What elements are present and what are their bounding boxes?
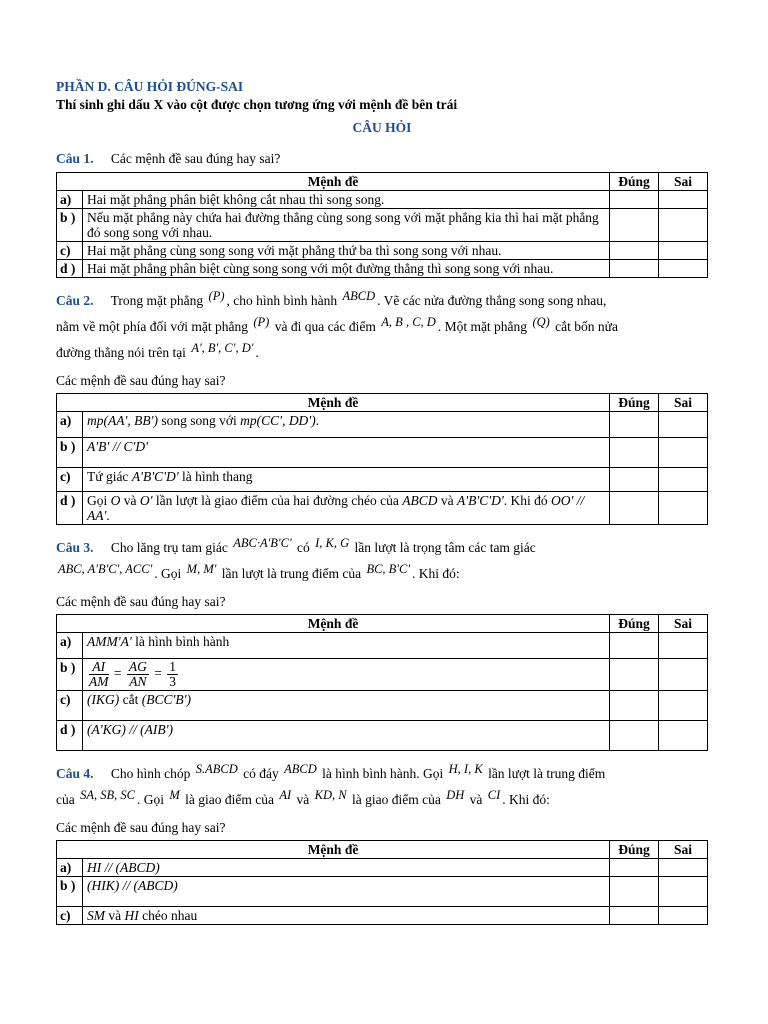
q1-table [56, 172, 708, 278]
false-cell[interactable] [659, 691, 708, 721]
false-cell[interactable] [659, 633, 708, 659]
q2-label: Câu 2. [56, 293, 94, 308]
q4-table: Mệnh đề Đúng Sai a) HI // (ABCD) b ) (HIK) // (ABCD) c) SM và HI chéo nhau [56, 840, 708, 925]
section-title: PHẦN D. CÂU HỎI ĐÚNG-SAI [56, 79, 244, 94]
true-cell[interactable] [610, 260, 659, 278]
table-row: a) AMM'A' là hình bình hành [57, 633, 708, 659]
q3-table: Mệnh đề Đúng Sai a) AMM'A' là hình bình hành b ) $\frac{AI}{AM}$ = $\frac{AG}{AN}$ = $\frac{1}{3}$ c) (IKG) cắt (BCC'B') d ) (A'KG) // (AIB') [56, 614, 708, 751]
true-cell[interactable] [610, 191, 659, 209]
fraction: $\frac{1}{3}$ [169, 659, 176, 689]
true-cell[interactable] [610, 907, 659, 925]
false-cell[interactable] [659, 412, 708, 438]
true-cell[interactable] [610, 412, 659, 438]
table-row: b ) A'B' // C'D' [57, 438, 708, 468]
table-row: a) Hai mặt phẳng phân biệt không cắt nhau thì song song. [57, 191, 708, 209]
false-cell[interactable] [659, 721, 708, 751]
q3-text: Câu 3. Cho lăng trụ tam giác ABC·A'B'C' có I, K, G lần lượt là trọng tâm các tam giác ABC, A'B'C', ACC' . Gọi M, M' lần lượt là trung điểm của BC, B'C' . Khi đó: [56, 536, 536, 581]
table-row: b ) $\frac{AI}{AM}$ = $\frac{AG}{AN}$ = $\frac{1}{3}$ [57, 659, 708, 691]
true-cell[interactable] [610, 468, 659, 492]
true-cell[interactable] [610, 659, 659, 691]
q2-subtitle: Các mệnh đề sau đúng hay sai? [56, 373, 226, 388]
false-cell[interactable] [659, 209, 708, 242]
false-cell[interactable] [659, 191, 708, 209]
false-cell[interactable] [659, 859, 708, 877]
fraction: $\frac{AG}{AN}$ [128, 659, 147, 689]
center-title: CÂU HỎI [352, 120, 412, 135]
q1-label: Câu 1. [56, 151, 94, 166]
q2-text: Câu 2. Trong mặt phẳng (P) , cho hình bình hành ABCD . Vẽ các nửa đường thẳng song song nhau, nằm về một phía đối với mặt phẳng (P) và đi qua các điểm A, B , C, D . Một mặt phẳng (Q) cắt bốn nửa đường thẳng nói trên tại A', B', C', D' . [56, 289, 618, 360]
table-row: a) HI // (ABCD) [57, 859, 708, 877]
table-row: c) Tứ giác A'B'C'D' là hình thang [57, 468, 708, 492]
false-cell[interactable] [659, 877, 708, 907]
false-cell[interactable] [659, 242, 708, 260]
true-cell[interactable] [610, 691, 659, 721]
q3-label: Câu 3. [56, 540, 94, 555]
fraction: $\frac{AI}{AM}$ [89, 659, 109, 689]
table-row: b ) Nếu mặt phẳng này chứa hai đường thẳng cùng song song với mặt phẳng kia thì hai mặt phẳng đó song song với nhau. [57, 209, 708, 242]
false-header: Sai [659, 173, 708, 191]
true-cell[interactable] [610, 438, 659, 468]
false-cell[interactable] [659, 659, 708, 691]
true-cell[interactable] [610, 242, 659, 260]
q2-table: Mệnh đề Đúng Sai a) mp(AA', BB') song song với mp(CC', DD'). b ) A'B' // C'D' c) Tứ giác A'B'C'D' là hình thang d ) Gọi O và O' lần lượt là giao điểm của hai đường chéo của ABCD và A'B'C'D'. Khi đó OO' // AA'. [56, 393, 708, 525]
false-cell[interactable] [659, 260, 708, 278]
statement-header: Mệnh đề [57, 173, 610, 191]
q4-label: Câu 4. [56, 766, 94, 781]
document-page [56, 78, 708, 925]
table-row: b ) (HIK) // (ABCD) [57, 877, 708, 907]
q3-subtitle: Các mệnh đề sau đúng hay sai? [56, 594, 226, 609]
table-row: d ) Gọi O và O' lần lượt là giao điểm của hai đường chéo của ABCD và A'B'C'D'. Khi đó OO' // AA'. [57, 492, 708, 525]
false-cell[interactable] [659, 492, 708, 525]
q1-text: Câu 1. Các mệnh đề sau đúng hay sai? [56, 151, 281, 166]
table-row: c) (IKG) cắt (BCC'B') [57, 691, 708, 721]
table-row: d ) Hai mặt phẳng phân biệt cùng song song với một đường thẳng thì song song với nhau. [57, 260, 708, 278]
table-row: a) mp(AA', BB') song song với mp(CC', DD'). [57, 412, 708, 438]
true-cell[interactable] [610, 877, 659, 907]
true-cell[interactable] [610, 859, 659, 877]
false-cell[interactable] [659, 468, 708, 492]
true-header: Đúng [610, 173, 659, 191]
true-cell[interactable] [610, 209, 659, 242]
true-cell[interactable] [610, 721, 659, 751]
q4-text: Câu 4. Cho hình chóp S.ABCD có đáy ABCD là hình bình hành. Gọi H, I, K lần lượt là trung điểm của SA, SB, SC . Gọi M là giao điểm của AI và KD, N là giao điểm của DH và CI . Khi đó: [56, 762, 606, 807]
true-cell[interactable] [610, 492, 659, 525]
table-row: c) SM và HI chéo nhau [57, 907, 708, 925]
true-cell[interactable] [610, 633, 659, 659]
false-cell[interactable] [659, 438, 708, 468]
q4-subtitle: Các mệnh đề sau đúng hay sai? [56, 820, 226, 835]
false-cell[interactable] [659, 907, 708, 925]
instruction: Thí sinh ghi dấu X vào cột được chọn tương ứng với mệnh đề bên trái [56, 97, 458, 112]
table-row: d ) (A'KG) // (AIB') [57, 721, 708, 751]
table-row: c) Hai mặt phẳng cùng song song với mặt phẳng thứ ba thì song song với nhau. [57, 242, 708, 260]
